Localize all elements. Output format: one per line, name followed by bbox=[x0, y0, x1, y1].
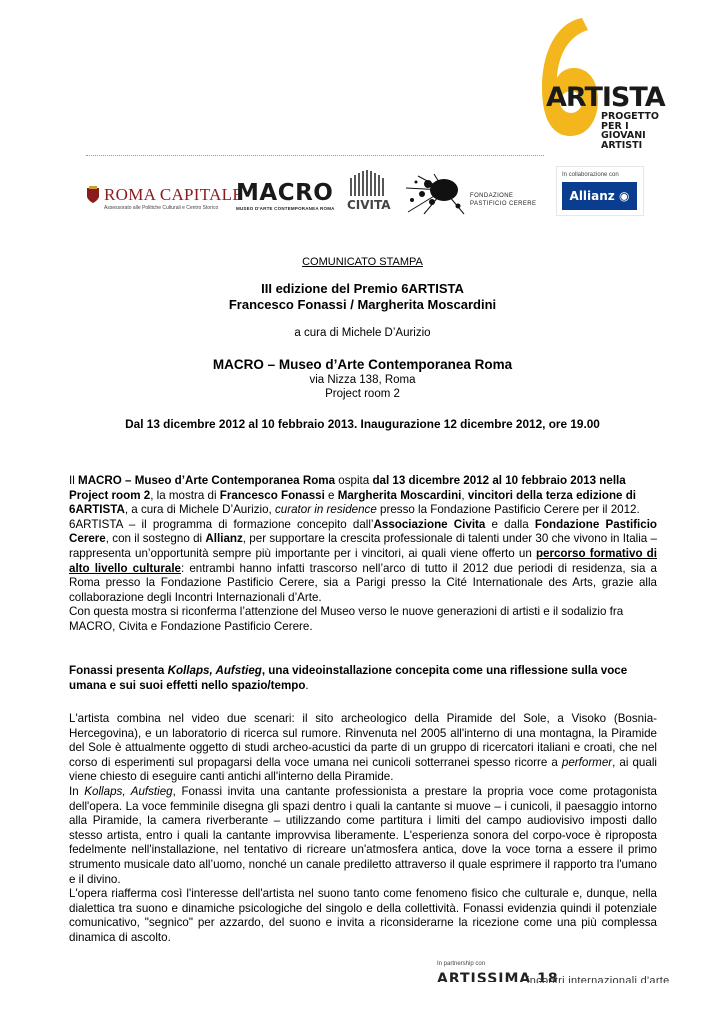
venue-address: via Nizza 138, Roma Project room 2 bbox=[309, 374, 416, 400]
pastificio-cerere-logo: FONDAZIONE PASTIFICIO CERERE bbox=[470, 193, 537, 207]
six-numeral-logo bbox=[538, 16, 600, 138]
venue-title: MACRO – Museo d’Arte Contemporanea Roma bbox=[212, 357, 513, 372]
collab-label: In collaborazione con bbox=[562, 172, 619, 178]
press-release-label: COMUNICATO STAMPA bbox=[302, 256, 423, 268]
exhibition-dates: Dal 13 dicembre 2012 al 10 febbraio 2013. Inaugurazione 12 dicembre 2012, ore 19.00 bbox=[125, 417, 600, 431]
document-title: III edizione del Premio 6ARTISTA Francesco Fonassi / Margherita Moscardini bbox=[228, 281, 497, 312]
roma-crest-icon bbox=[86, 186, 100, 204]
macro-subtitle: MUSEO D'ARTE CONTEMPORANEA ROMA bbox=[236, 206, 335, 211]
ink-splash-icon bbox=[404, 172, 466, 216]
curator-line: a cura di Michele D’Aurizio bbox=[294, 327, 431, 339]
partnership-label: In partnership con bbox=[437, 961, 486, 967]
artista-wordmark: ARTISTA bbox=[546, 82, 665, 113]
allianz-eagle-icon: ◉ bbox=[618, 189, 630, 203]
macro-logo: MACRO bbox=[236, 180, 334, 206]
intro-section: Il MACRO – Museo d’Arte Contemporanea Roma ospita dal 13 dicembre 2012 al 10 febbraio 2013 nella Project room 2, la mostra di Francesco Fonassi e Margherita Moscardini, vincitori della terza edizione di 6ARTISTA, a cura di Michele D’Aurizio, curator in residence presso la Fondazione Pastificio Cerere per il 2012. 6ARTISTA – il programma di formazione concepito dall’Associazione Civita e dalla Fondazione Pastificio Cerere, con il sostegno di Allianz, per supportare la crescita professionale di talenti under 30 che vivono in Italia – rappresenta un’opportunità sempre più importante per i vincitori, ai quali viene offerto un percorso formativo di alto livello culturale: entrambi hanno infatti trascorso nell’arco di tutto il 2012 due periodi di residenza, sia a Roma presso la Fondazione Pastificio Cerere, sia a Parigi presso la Cité Internationale des Arts, grazie alla collaborazione degli Incontri Internazionali d’Arte. Con questa mostra si riconferma l’attenzione del Museo verso le nuove generazioni di artisti e il sodalizio fra MACRO, Civita e Fondazione Pastificio Cerere. bbox=[69, 474, 658, 633]
logo-tagline: PROGETTO PER I GIOVANI ARTISTI bbox=[601, 111, 659, 151]
roma-capitale-logo: ROMA CAPITALE bbox=[104, 185, 244, 204]
incontri-logo: incontri internazionali d'arte bbox=[527, 975, 670, 983]
fonassi-heading: Fonassi presenta Kollaps, Aufstieg, una videoinstallazione concepita come una riflessione sulla voce umana e sui suoi effetti nello spazio/tempo. bbox=[69, 664, 628, 692]
civita-mark-icon bbox=[348, 170, 386, 196]
fonassi-description: L'artista combina nel video due scenari: il sito archeologico della Piramide del Sole, a Visoko (Bosnia-Hercegovina), e un laboratorio di ricerca sul rumore. Rinvenuta nel 2005 all'interno di una montagna, la Piramide del Sole è attualmente oggetto di studi archeo-acustici da parte di un gruppo di ricercatori italiani e croati, che nel corso di esperimenti sul propagarsi della voce umana nei cunicoli sotterranei spesso ricorre a performer, ai quali viene chiesto di eseguire canti antichi all'interno della Piramide. In Kollaps, Aufstieg, Fonassi invita una cantante professionista a prestare la propria voce come protagonista dell'opera. La voce femminile disegna gli spazi dentro i quali la cantante si muove – i cunicoli, il paesaggio intorno alla Piramide, la camera riverberante – utilizzando come partitura i limiti del campo audiovisivo imposti dallo stesso artista, entro i quali la cantante improvvisa liberamente. L'esperienza sonora del corpo-voce è riproposta fedelmente nell'installazione, nel tentativo di ricreare un'atmosfera antica, dove la voce torna a essere il primo strumento musicale dato all’uomo, nonché un canale prediletto attraverso il quale esprimere il rapporto tra l'umano e il divino. L'opera riafferma così l'interesse dell'artista nel suono tanto come fenomeno fisico che culturale e, dunque, nella dialettica tra suono e dinamiche psicologiche del singolo e della collettività. Fonassi evidenzia quindi il potenziale comunicativo, "segnico" per azzardo, del suono e invita a riconsiderarne la ricezione come una più complessa dinamica di ascolto. bbox=[69, 712, 657, 944]
header-divider bbox=[86, 155, 544, 156]
artissima-logo: ARTISSIMA 18 bbox=[437, 971, 559, 982]
civita-logo: CIVITA bbox=[347, 198, 391, 212]
allianz-logo: Allianz ◉ bbox=[562, 182, 637, 210]
roma-capitale-subtitle: Assessorato alle Politiche Culturali e Centro Storico bbox=[104, 205, 219, 211]
